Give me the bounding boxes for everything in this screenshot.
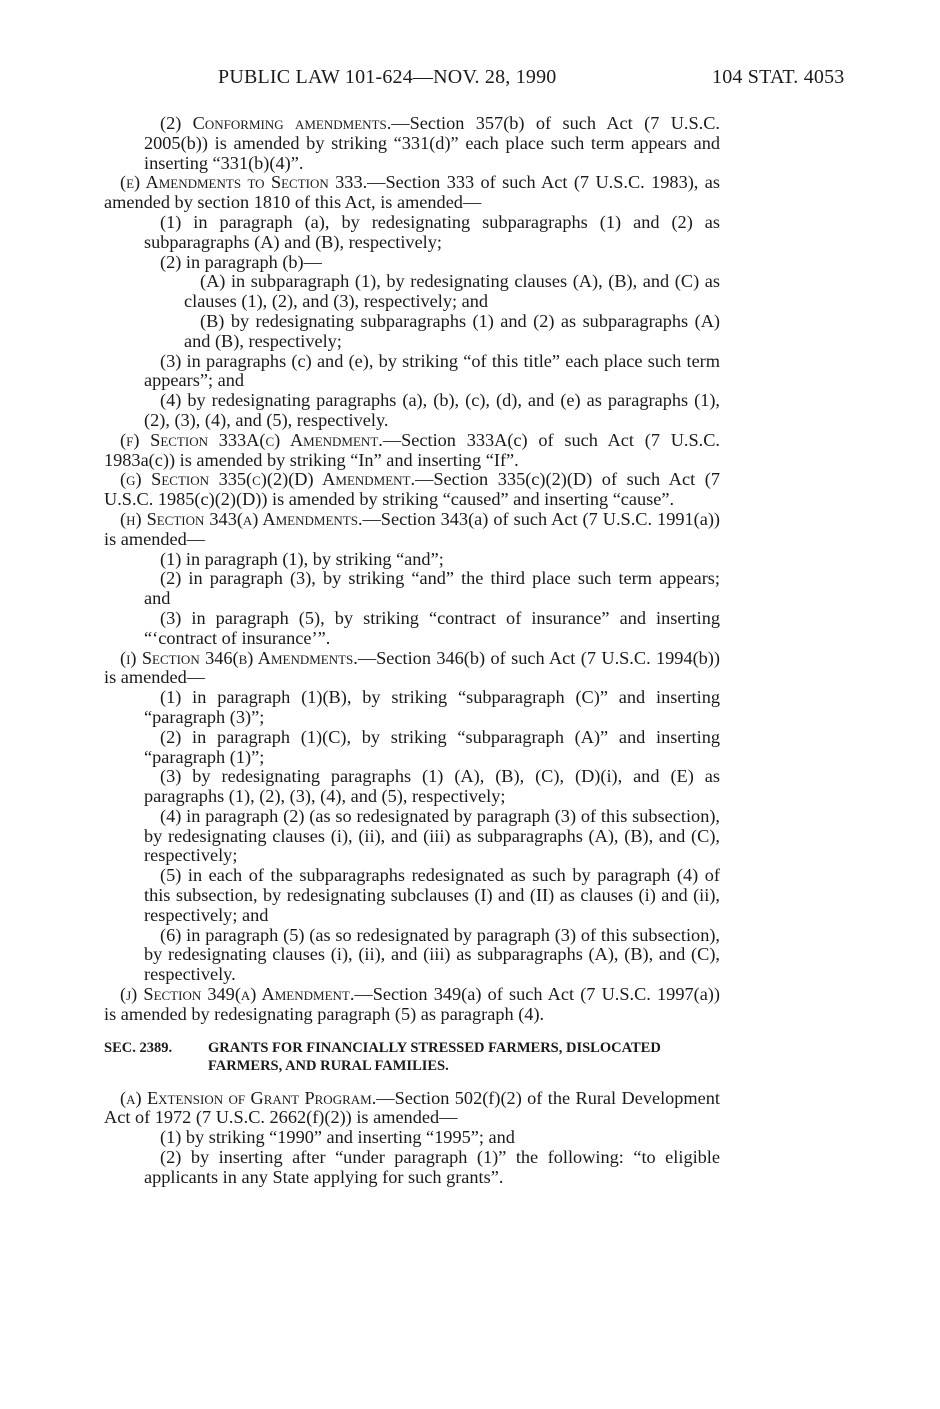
subsection-heading: (f) Section 333A(c) Amendment. xyxy=(120,429,383,450)
subsection-heading: (e) Amendments to Section 333. xyxy=(120,172,368,193)
paragraph-e-3: (3) in paragraphs (c) and (e), by striking “of this title” each place such term appears”; and xyxy=(144,350,720,391)
paragraph-e-1: (1) in paragraph (a), by redesignating subparagraphs (1) and (2) as subparagraphs (A) and (B), respectively; xyxy=(144,211,720,252)
subsection-h xyxy=(104,510,720,550)
paragraph-e-4: (4) by redesignating paragraphs (a), (b), (c), (d), and (e) as paragraphs (1), (2), (3), (4), and (5), respectively. xyxy=(144,390,720,430)
subsection-text: —Section 346(b) of such Act (7 U.S.C. 1994(b)) is amended— xyxy=(104,647,720,688)
section-number: SEC. 2389. xyxy=(104,1039,173,1056)
document-body xyxy=(104,114,720,1188)
paragraph-2-conforming-amendments xyxy=(104,114,720,173)
paragraph-h-3: (3) in paragraph (5), by striking “contract of insurance” and inserting “‘contract of insurance’”. xyxy=(144,607,720,648)
subparagraph-e-2-A: (A) in subparagraph (1), by redesignating clauses (A), (B), and (C) as clauses (1), (2), and (3), respectively; and xyxy=(184,271,720,312)
subsection-e xyxy=(104,173,720,213)
subsection-f xyxy=(104,431,720,471)
subsection-j xyxy=(104,985,720,1025)
subsection-heading: (a) Extension of Grant Program. xyxy=(120,1087,377,1108)
paragraph-h-2: (2) in paragraph (3), by striking “and” the third place such term appears; and xyxy=(144,568,720,609)
paragraph-a-1: (1) by striking “1990” and inserting “1995”; and xyxy=(160,1127,515,1148)
paragraph-i-1: (1) in paragraph (1)(B), by striking “subparagraph (C)” and inserting “paragraph (3)”; xyxy=(144,687,720,727)
paragraph-i-6: (6) in paragraph (5) (as so redesignated by paragraph (3) of this subsection), by redesignating clauses (i), (ii), and (iii) as subparagraphs (A), (B), and (C), respectively. xyxy=(144,924,720,985)
subsection-g xyxy=(104,470,720,510)
subsection-i xyxy=(104,649,720,689)
subsection-text: —Section 349(a) of such Act (7 U.S.C. 1997(a)) is amended by redesignating paragraph (5) as paragraph (4). xyxy=(104,984,720,1024)
subsection-text: —Section 343(a) of such Act (7 U.S.C. 1991(a)) is amended— xyxy=(104,508,720,549)
subsection-text: —Section 502(f)(2) of the Rural Development Act of 1972 (7 U.S.C. 2662(f)(2)) is amended— xyxy=(104,1087,720,1128)
subsection-heading: (i) Section 346(b) Amendments. xyxy=(120,647,358,668)
subsection-text: —Section 333A(c) of such Act (7 U.S.C. 1983a(c)) is amended by striking “In” and inserting “If”. xyxy=(104,429,720,470)
paragraph-e-2: (2) in paragraph (b)— xyxy=(160,251,322,272)
subsection-heading: (g) Section 335(c)(2)(D) Amendment. xyxy=(120,469,416,490)
paragraph-i-5: (5) in each of the subparagraphs redesignated as such by paragraph (4) of this subsection, by redesignating subclauses (I) and (II) as clauses (i) and (ii), respectively; and xyxy=(144,865,720,925)
subparagraph-e-2-B: (B) by redesignating subparagraphs (1) and (2) as subparagraphs (A) and (B), respectively; xyxy=(184,310,720,351)
subsection-a xyxy=(104,1089,720,1129)
paragraph-heading: (2) Conforming amendments. xyxy=(160,113,392,133)
paragraph-text: —Section 357(b) of such Act (7 U.S.C. 2005(b)) is amended by striking “331(d)” each place such term appears and inserting “331(b)(4)”. xyxy=(144,113,720,173)
paragraph-i-2: (2) in paragraph (1)(C), by striking “subparagraph (A)” and inserting “paragraph (1)”; xyxy=(144,726,720,767)
paragraph-h-1: (1) in paragraph (1), by striking “and”; xyxy=(160,548,444,569)
subsection-heading: (h) Section 343(a) Amendments. xyxy=(120,508,363,529)
header-stat-page: 104 STAT. 4053 xyxy=(712,66,845,88)
header-title: PUBLIC LAW 101-624—NOV. 28, 1990 xyxy=(218,66,557,88)
section-title: GRANTS FOR FINANCIALLY STRESSED FARMERS, DISLOCATED FARMERS, AND RURAL FAMILIES. xyxy=(208,1039,661,1074)
subsection-heading: (j) Section 349(a) Amendment. xyxy=(120,984,355,1005)
paragraph-i-4: (4) in paragraph (2) (as so redesignated by paragraph (3) of this subsection), by redesignating clauses (i), (ii), and (iii) as subparagraphs (A), (B), and (C), respectively; xyxy=(144,805,720,866)
paragraph-i-3: (3) by redesignating paragraphs (1) (A), (B), (C), (D)(i), and (E) as paragraphs (1), (2), (3), (4), and (5), respectively; xyxy=(144,766,720,807)
subsection-text: —Section 333 of such Act (7 U.S.C. 1983), as amended by section 1810 of this Act, is amended— xyxy=(104,172,720,213)
subsection-text: —Section 335(c)(2)(D) of such Act (7 U.S.C. 1985(c)(2)(D)) is amended by striking “caused” and inserting “cause”. xyxy=(104,469,720,510)
section-heading xyxy=(104,1039,720,1075)
paragraph-a-2: (2) by inserting after “under paragraph (1)” the following: “to eligible applicants in any State applying for such grants”. xyxy=(144,1147,720,1187)
